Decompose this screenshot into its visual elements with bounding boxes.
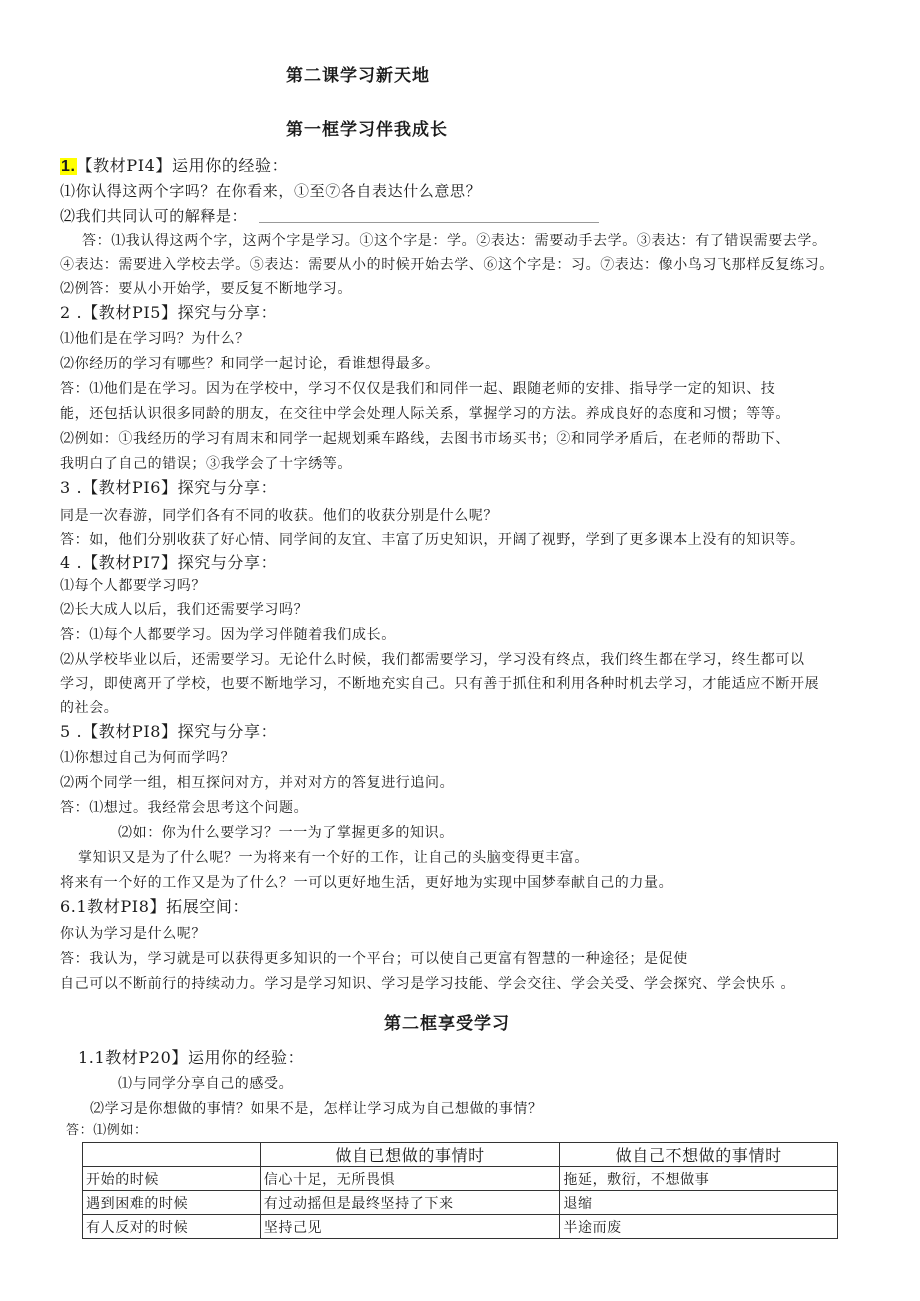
feelings-table — [82, 1142, 838, 1239]
table-cell: 坚持己见 — [260, 1215, 560, 1239]
q2-question-2: ⑵你经历的学习有哪些？和同学一起讨论，看谁想得最多。 — [60, 356, 440, 372]
table-row — [83, 1191, 838, 1215]
q4-heading: 4 .【教材PI7】探究与分享： — [60, 553, 278, 572]
q6-question-1: 你认为学习是什么呢？ — [60, 926, 206, 942]
q1-heading-text: 【教材PI4】运用你的经验： — [76, 156, 289, 175]
q3-heading: 3 .【教材PI6】探究与分享： — [60, 478, 278, 497]
q5-question-1: ⑴你想过自己为何而学吗？ — [60, 750, 236, 766]
q3-question-1: 同是一次春游，同学们各有不同的收获。他们的收获分别是什么呢？ — [60, 508, 498, 524]
q3-answer-1: 答：如，他们分别收获了好心情、同学间的友宜、丰富了历史知识，开阔了视野，学到了更多课本上没有的知识等。 — [60, 532, 805, 548]
q5-question-2: ⑵两个同学一组，相互探问对方，并对对方的答复进行追问。 — [60, 775, 455, 791]
table-cell: 开始的时候 — [83, 1167, 261, 1191]
q2-answer-1: 答：⑴他们是在学习。因为在学校中，学习不仅仅是我们和同伴一起、跟随老师的安排、指导学一定的知识、技 — [60, 381, 776, 397]
q7-question-2: ⑵学习是你想做的事情？如果不是，怎样让学习成为自己想做的事情？ — [90, 1101, 543, 1117]
q5-answer-4: 将来有一个好的工作又是为了什么？一可以更好地生活，更好地为实现中国梦奉献自己的力量。 — [60, 875, 674, 891]
q2-answer-4: 我明白了自己的错误；③我学会了十字绣等。 — [60, 456, 352, 472]
table-cell: 退缩 — [560, 1191, 838, 1215]
q1-answer-1: 答：⑴我认得这两个字，这两个字是学习。①这个字是：学。②表达：需要动手去学。③表达：有了错误需要去学。 — [82, 233, 827, 249]
table-cell: 信心十足，无所畏惧 — [260, 1167, 560, 1191]
q6-answer-2: 自己可以不断前行的持续动力。学习是学习知识、学习是学习技能、学会交往、学会关受、学会探究、学会快乐 。 — [60, 976, 796, 992]
q5-answer-3: 掌知识又是为了什么呢？一为将来有一个好的工作，让自己的头脑变得更丰富。 — [78, 850, 589, 866]
q7-heading: 1.1教材P20】运用你的经验： — [78, 1048, 305, 1067]
q5-heading: 5 .【教材PI8】探究与分享： — [60, 722, 278, 741]
table-header-cell: 做自已想做的事情时 — [260, 1143, 560, 1167]
table-header-cell: 做自己不想做的事情时 — [560, 1143, 838, 1167]
table-cell: 有人反对的时候 — [83, 1215, 261, 1239]
q1-number: 1. — [61, 158, 76, 175]
q1-question-2 — [60, 206, 599, 226]
q5-answer-2: ⑵如：你为什么要学习？一一为了掌握更多的知识。 — [118, 825, 454, 841]
q1-answer-3: ⑵例答：要从小开始学，要反复不断地学习。 — [60, 281, 352, 297]
q4-answer-2: ⑵从学校毕业以后，还需要学习。无论什么时候，我们都需要学习，学习没有终点，我们终生都在学习，终生都可以 — [60, 652, 805, 668]
q6-heading: 6.1教材PI8】拓展空间： — [60, 897, 250, 916]
table-cell: 拖延，敷衍，不想做事 — [560, 1167, 838, 1191]
table-row — [83, 1215, 838, 1239]
table-row — [83, 1167, 838, 1191]
q2-question-1: ⑴他们是在学习吗？为什么？ — [60, 331, 250, 347]
q5-answer-1: 答：⑴想过。我经常会思考这个问题。 — [60, 800, 309, 816]
page-title: 第二课学习新天地 — [286, 66, 430, 86]
q1-question-2-text: ⑵我们共同认可的解释是： — [60, 207, 248, 225]
table-header-cell — [83, 1143, 261, 1167]
q1-answer-2: ④表达：需要进入学校去学。⑤表达：需要从小的时候开始去学、⑥这个字是：习。⑦表达：像小鸟习飞那样反复练习。 — [60, 257, 834, 273]
q2-answer-3: ⑵例如：①我经历的学习有周末和同学一起规划乘车路线，去图书市场买书；②和同学矛盾后，在老师的帮助下、 — [60, 431, 790, 447]
table-cell: 有过动摇但是最终坚持了下来 — [260, 1191, 560, 1215]
q4-answer-1: 答：⑴每个人都要学习。因为学习伴随着我们成长。 — [60, 627, 396, 643]
q7-question-1: ⑴与同学分享自己的感受。 — [118, 1076, 294, 1092]
q2-answer-2: 能，还包括认识很多同龄的朋友，在交往中学会处理人际关系，掌握学习的方法。养成良好的态度和习惯；等等。 — [60, 406, 790, 422]
q4-answer-4: 的社会。 — [60, 700, 119, 716]
subtitle-section-1: 第一框学习伴我成长 — [286, 120, 448, 140]
q1-question-1: ⑴你认得这两个字吗？在你看来，①至⑦各自表达什么意思？ — [60, 182, 482, 200]
q4-question-1: ⑴每个人都要学习吗？ — [60, 578, 206, 594]
q4-answer-3: 学习，即使离开了学校，也要不断地学习，不断地充实自己。只有善于抓住和利用各种时机去学习，才能适应不断开展 — [60, 676, 820, 692]
table-cell: 半途而废 — [560, 1215, 838, 1239]
table-header-row — [83, 1143, 838, 1167]
q7-answer-1: 答：⑴例如： — [66, 1123, 148, 1138]
table-cell: 遇到困难的时候 — [83, 1191, 261, 1215]
q4-question-2: ⑵长大成人以后，我们还需要学习吗？ — [60, 602, 309, 618]
q1-heading — [60, 156, 288, 177]
answer-blank-line — [259, 212, 599, 223]
subtitle-section-2: 第二框享受学习 — [384, 1014, 510, 1034]
q2-heading: 2 .【教材PI5】探究与分享： — [60, 303, 278, 322]
q6-answer-1: 答：我认为，学习就是可以获得更多知识的一个平台；可以使自己更富有智慧的一种途径；是促使 — [60, 951, 688, 967]
